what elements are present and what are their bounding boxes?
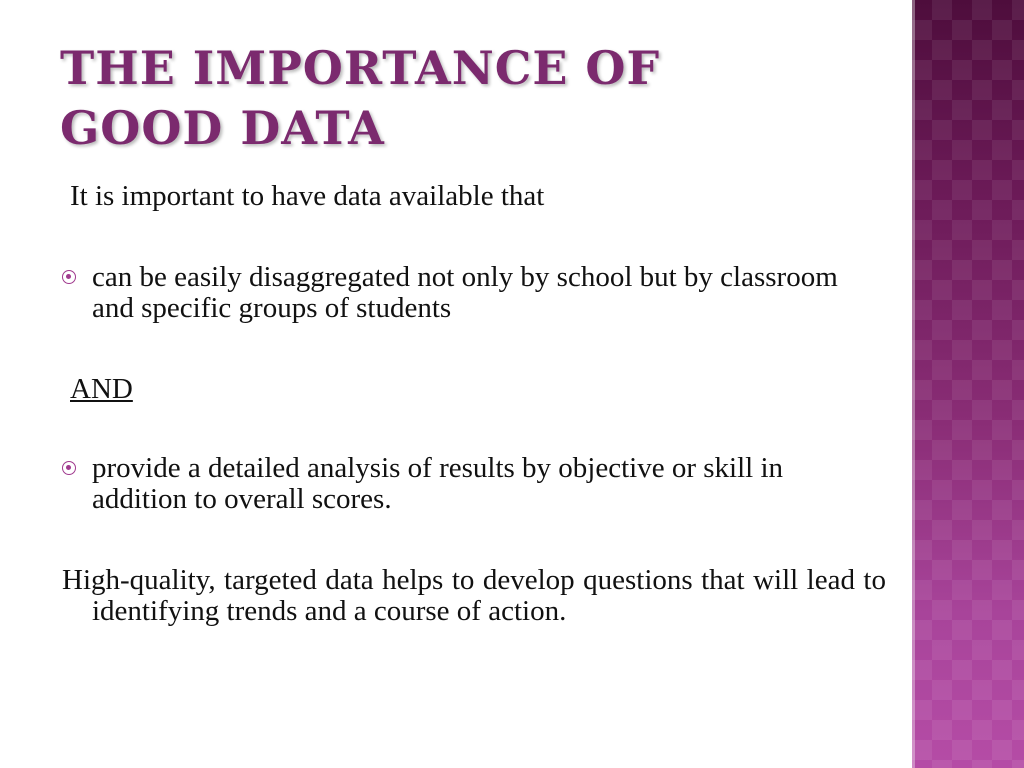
slide-title-line-2: GOOD DATA xyxy=(60,101,385,155)
and-connector: AND xyxy=(70,373,133,405)
bullet-text-1: can be easily disaggregated not only by school but by classroom and specific groups of students xyxy=(92,261,838,324)
closing-paragraph: High-quality, targeted data helps to develop questions that will lead to identifying trends and a course of action. xyxy=(62,564,886,627)
diamond-pattern xyxy=(912,0,1024,768)
side-band-edge xyxy=(912,0,915,768)
circled-dot-bullet-icon xyxy=(62,270,76,284)
intro-text: It is important to have data available that xyxy=(70,180,545,212)
decorative-side-band xyxy=(912,0,1024,768)
circled-dot-bullet-icon xyxy=(62,461,76,475)
slide-title xyxy=(60,38,860,158)
slide-title-line-1: THE IMPORTANCE OF xyxy=(60,41,661,95)
bullet-text-2: provide a detailed analysis of results by objective or skill in addition to overall scores. xyxy=(92,452,784,515)
bullet-item-1 xyxy=(62,262,872,324)
bullet-item-2 xyxy=(62,453,872,515)
